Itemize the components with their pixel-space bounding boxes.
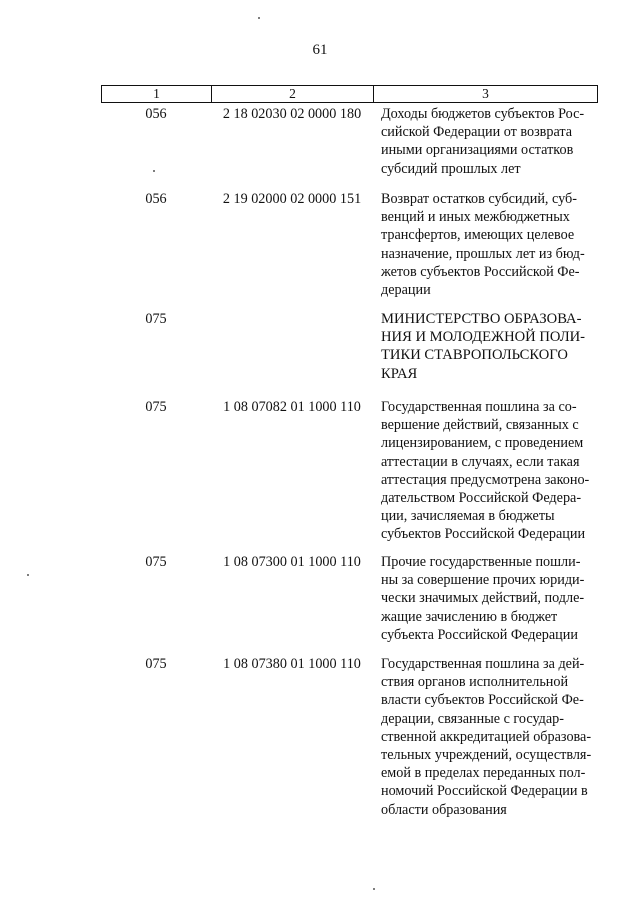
admin-code: 075 [145,656,167,672]
page-number: 61 [312,42,328,58]
income-code: 2 19 02000 02 0000 151 [222,191,362,207]
income-code: 2 18 02030 02 0000 180 [222,106,362,122]
column-header-3: 3 [482,86,489,101]
column-header-1: 1 [102,86,212,102]
ministry-heading: МИНИСТЕРСТВО ОБРАЗОВА- НИЯ И МОЛОДЕЖНОЙ ПОЛИ- ТИКИ СТАВРОПОЛЬСКОГО КРАЯ [381,311,586,382]
scan-speck-bottom [373,888,375,890]
scan-speck-left-lower [27,574,29,576]
income-code: 1 08 07380 01 1000 110 [223,656,361,672]
table-header [101,85,598,103]
income-description: Возврат остатков субсидий, суб- венций и иных межбюджетных трансфертов, имеющих целевое назначение, прошлых лет из бюд- жетов субъектов Российской Фе- дерации [381,191,585,299]
column-header-2: 2 [212,86,374,102]
admin-code: 056 [145,191,167,207]
scan-speck-left-upper [153,170,155,172]
income-code: 1 08 07082 01 1000 110 [223,399,361,415]
admin-code: 075 [145,554,167,570]
income-description: Государственная пошлина за дей- ствия органов исполнительной власти субъектов Российской Фе- дерации, связанные с государ- ственной аккредитацией образова- тельных учреждений, осуществля- емой в пределах переданных пол- номочий Российской Федерации в области образования [381,656,592,818]
income-description: Прочие государственные пошли- ны за совершение прочих юриди- чески значимых действий, подле- жащие зачислению в бюджет субъекта Российской Федерации [381,554,585,643]
income-description: Государственная пошлина за со- вершение действий, связанных с лицензированием, с проведением аттестации в случаях, если такая аттестация предусмотрена законо- дательством Российской Федера- ции, зачисляемая в бюджеты субъектов Российской Федерации [381,399,590,543]
admin-code: 075 [145,399,167,415]
admin-code: 056 [145,106,167,122]
admin-code: 075 [145,311,167,327]
income-description: Доходы бюджетов субъектов Рос- сийской Федерации от возврата иными организациями остатков субсидий прошлых лет [381,106,585,177]
income-code: 1 08 07300 01 1000 110 [223,554,361,570]
scan-speck-top [258,17,260,19]
